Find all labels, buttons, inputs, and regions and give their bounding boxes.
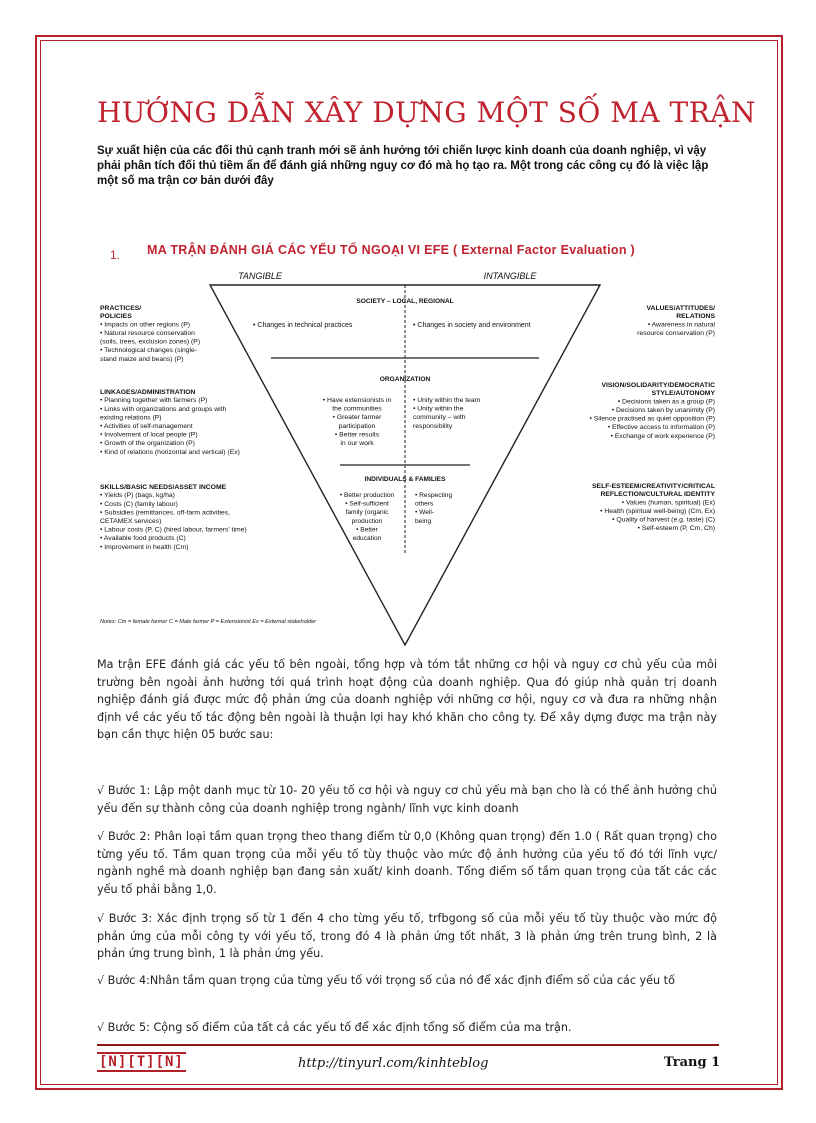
step-3: √ Bước 3: Xác định trọng số từ 1 đến 4 cho từng yếu tố, trfbgong số của mỗi yếu tố tùy thuộc vào mức độ phản ứng của mỗi công ty với yếu tố, trong đó 4 là phản ứng tốt nhất, 3 là phản ứng trên trung bình, 2 là phản ứng trung bình, 1 là phản ứng yếu. — [97, 912, 717, 960]
society-right: • Changes in society and environment — [413, 322, 531, 329]
diagram-text-line: • Planning together with farmers (P) — [100, 397, 208, 405]
diagram-text-line: • Awareness in natural — [647, 321, 715, 329]
diagram-text-line: • Decisions taken as a group (P) — [617, 398, 715, 406]
diagram-text-line: • Yields (P) (bags, kg/ha) — [100, 492, 175, 500]
organization-left-list — [323, 397, 392, 447]
diagram-text-line: RELATIONS — [676, 313, 715, 321]
diagram-text-line: • Better production — [339, 492, 395, 499]
page-number: Trang 1 — [664, 1055, 721, 1070]
diagram-text-line: • Well- — [415, 509, 435, 517]
diagram-text-line: existing relations (P) — [100, 414, 162, 422]
diagram-text-line: • Impacts on other regions (P) — [100, 321, 191, 329]
diagram-text-line: • Values (human, spiritual) (Ex) — [621, 499, 715, 507]
diagram-text-line: PRACTICES/ — [100, 305, 142, 312]
organization-title: ORGANIZATION — [379, 376, 431, 383]
diagram-text-line: • Available food products (C) — [100, 535, 186, 543]
right-groups — [589, 305, 715, 532]
diagram-text-line: responsibility — [413, 422, 453, 430]
diagram-text-line: • Technological changes (single- — [100, 347, 198, 355]
footer-url[interactable]: http://tinyurl.com/kinhteblog — [298, 1056, 489, 1071]
diagram-text-line: • Self-sufficient — [345, 500, 389, 508]
intro-paragraph: Sự xuất hiện của các đối thủ cạnh tranh mới sẽ ảnh hưởng tới chiến lược kinh doanh của doanh nghiệp, vì vậy phải phân tích đối thủ tiềm ẩn để đánh giá những nguy cơ đó mà họ tạo ra. Một trong các công cụ đó là việc lập một số ma trận cơ bản dưới đây — [97, 145, 709, 187]
page-title: HƯỚNG DẪN XÂY DỰNG MỘT SỐ MA TRẬN — [97, 96, 757, 129]
diagram-text-line: participation — [338, 422, 376, 430]
diagram-text-line: education — [352, 535, 382, 542]
diagram-text-line: • Unity within the team — [413, 397, 481, 404]
diagram-text-line: VISION/SOLIDARITY/DEMOCRATIC — [601, 382, 715, 389]
step-2: √ Bước 2: Phân loại tầm quan trọng theo thang điểm từ 0,0 (Không quan trọng) đến 1.0 ( Rất quan trọng) cho từng yếu tố. Tầm quan trọng của mỗi yếu tố tùy thuộc vào mức độ ảnh hưởng của yếu tố đó tới lĩnh vực/ ngành nghề mà doanh nghiệp bạn đang sản xuất/ kinh doanh. Tổng điểm số tầm quan trọng của tất các các yếu tố phải bằng 1,0. — [97, 830, 717, 896]
diagram-text-line: LINKAGES/ADMINISTRATION — [100, 389, 196, 396]
diagram-notes: Notes: Cm = female farmer C = Male farmer P = Extensionist Ex = External stakeholder — [100, 619, 317, 625]
efe-diagram — [95, 265, 730, 650]
diagram-text-line: • Have extensionists in — [322, 397, 392, 404]
diagram-text-line: • Health (spiritual well-being) (Cm, Ex) — [600, 508, 715, 515]
step-1: √ Bước 1: Lập một danh mục từ 10- 20 yếu tố cơ hội và nguy cơ chủ yếu mà bạn cho là có thể ảnh hưởng chủ yếu đến sự thành công của doanh nghiệp trong ngành/ lĩnh vực kinh doanh — [97, 784, 717, 815]
diagram-text-line: (soils, trees, exclusion zones) (P) — [100, 338, 201, 346]
section-number: 1. — [110, 248, 121, 262]
diagram-text-line: • Exchange of work experience (P) — [610, 432, 715, 440]
diagram-text-line: being — [415, 517, 432, 525]
diagram-text-line: CETAMEX services) — [100, 518, 162, 525]
organization-right-list — [413, 397, 481, 430]
diagram-text-line: • Unity within the — [413, 405, 464, 413]
diagram-text-line: SKILLS/BASIC NEEDS/ASSET INCOME — [100, 484, 227, 491]
diagram-text-line: • Self-esteem (P, Cm, Ch) — [637, 525, 715, 533]
diagram-text-line: • Links with organizations and groups with — [100, 405, 227, 413]
diagram-text-line: family (organic — [345, 509, 389, 517]
diagram-text-line: • Labour costs (P, C) (hired labour, farmers' time) — [100, 526, 247, 534]
diagram-text-line: • Respecting — [415, 492, 453, 499]
diagram-text-line: • Costs (C) (family labour) — [100, 500, 178, 508]
footer-rule — [97, 1044, 719, 1046]
diagram-text-line: • Better results — [334, 431, 380, 439]
diagram-text-line: stand maize and beans) (P) — [100, 355, 184, 363]
society-title: SOCIETY – LOCAL, REGIONAL — [356, 298, 454, 305]
diagram-text-line: • Kind of relations (horizontal and vertical) (Ex) — [100, 448, 240, 456]
diagram-text-line: STYLE/AUTONOMY — [651, 390, 715, 398]
diagram-text-line: others — [415, 500, 434, 508]
diagram-text-line: • Growth of the organization (P) — [100, 440, 195, 448]
diagram-text-line: POLICIES — [100, 313, 132, 321]
diagram-text-line: SELF-ESTEEM/CREATIVITY/CRITICAL — [592, 483, 715, 490]
diagram-text-line: • Improvement in health (Cm) — [100, 543, 189, 551]
society-left: • Changes in technical practices — [253, 322, 353, 329]
diagram-text-line: • Quality of harvest (e.g. taste) (C) — [612, 516, 715, 524]
diagram-text-line: • Decisions taken by unanimity (P) — [611, 407, 715, 414]
individuals-title: INDIVIDUALS & FAMILIES — [364, 476, 446, 483]
diagram-text-line: • Involvement of local people (P) — [100, 431, 198, 439]
diagram-text-line: • Silence practised as quiet opposition (P) — [589, 415, 715, 423]
diagram-text-line: resource conservation (P) — [637, 330, 715, 337]
step-5: √ Bước 5: Cộng số điểm của tất cả các yếu tố để xác định tổng số điểm của ma trận. — [97, 1021, 572, 1034]
diagram-text-line: VALUES/ATTITUDES/ — [646, 305, 715, 312]
step-4: √ Bước 4:Nhân tầm quan trọng của từng yếu tố với trọng số của nó để xác định điểm số của các yếu tố — [97, 974, 675, 987]
diagram-text-line: • Subsidies (remittances, off-farm activities, — [100, 509, 230, 517]
diagram-text-line: • Better — [356, 526, 378, 534]
header-tangible: TANGIBLE — [238, 271, 282, 281]
individuals-right-list — [415, 492, 452, 525]
diagram-text-line: the communities — [332, 405, 382, 413]
header-intangible: INTANGIBLE — [483, 271, 537, 281]
diagram-text-line: community – with — [413, 414, 466, 422]
diagram-text-line: in our work — [340, 440, 374, 447]
diagram-text-line: REFLECTION/CULTURAL IDENTITY — [600, 491, 715, 499]
individuals-left-list — [340, 492, 395, 542]
left-groups — [100, 305, 247, 551]
diagram-text-line: • Greater farmer — [332, 414, 382, 422]
diagram-text-line: • Effective access to information (P) — [607, 424, 715, 432]
diagram-text-line: • Activities of self-management — [100, 423, 193, 430]
diagram-text-line: production — [351, 517, 383, 525]
body-paragraph: Ma trận EFE đánh giá các yếu tố bên ngoài, tổng hợp và tóm tắt những cơ hội và nguy cơ chủ yếu của môi trường bên ngoài ảnh hưởng tới quá trình hoạt động của doanh nghiệp. Qua đó giúp nhà quản trị doanh nghiệp đánh giá được mức độ phản ứng của doanh nghiệp với những cơ hội, nguy cơ và đưa ra những nhận định về các yếu tố tác động bên ngoài là thuận lợi hay khó khăn cho công ty. Để xây dựng được ma trận này bạn cần thực hiện 05 bước sau: — [97, 658, 717, 741]
footer-logo: [N][T][N] — [99, 1054, 184, 1070]
diagram-text-line: • Natural resource conservation — [100, 330, 195, 337]
section-title: MA TRẬN ĐÁNH GIÁ CÁC YẾU TỐ NGOẠI VI EFE ( External Factor Evaluation ) — [147, 243, 636, 257]
